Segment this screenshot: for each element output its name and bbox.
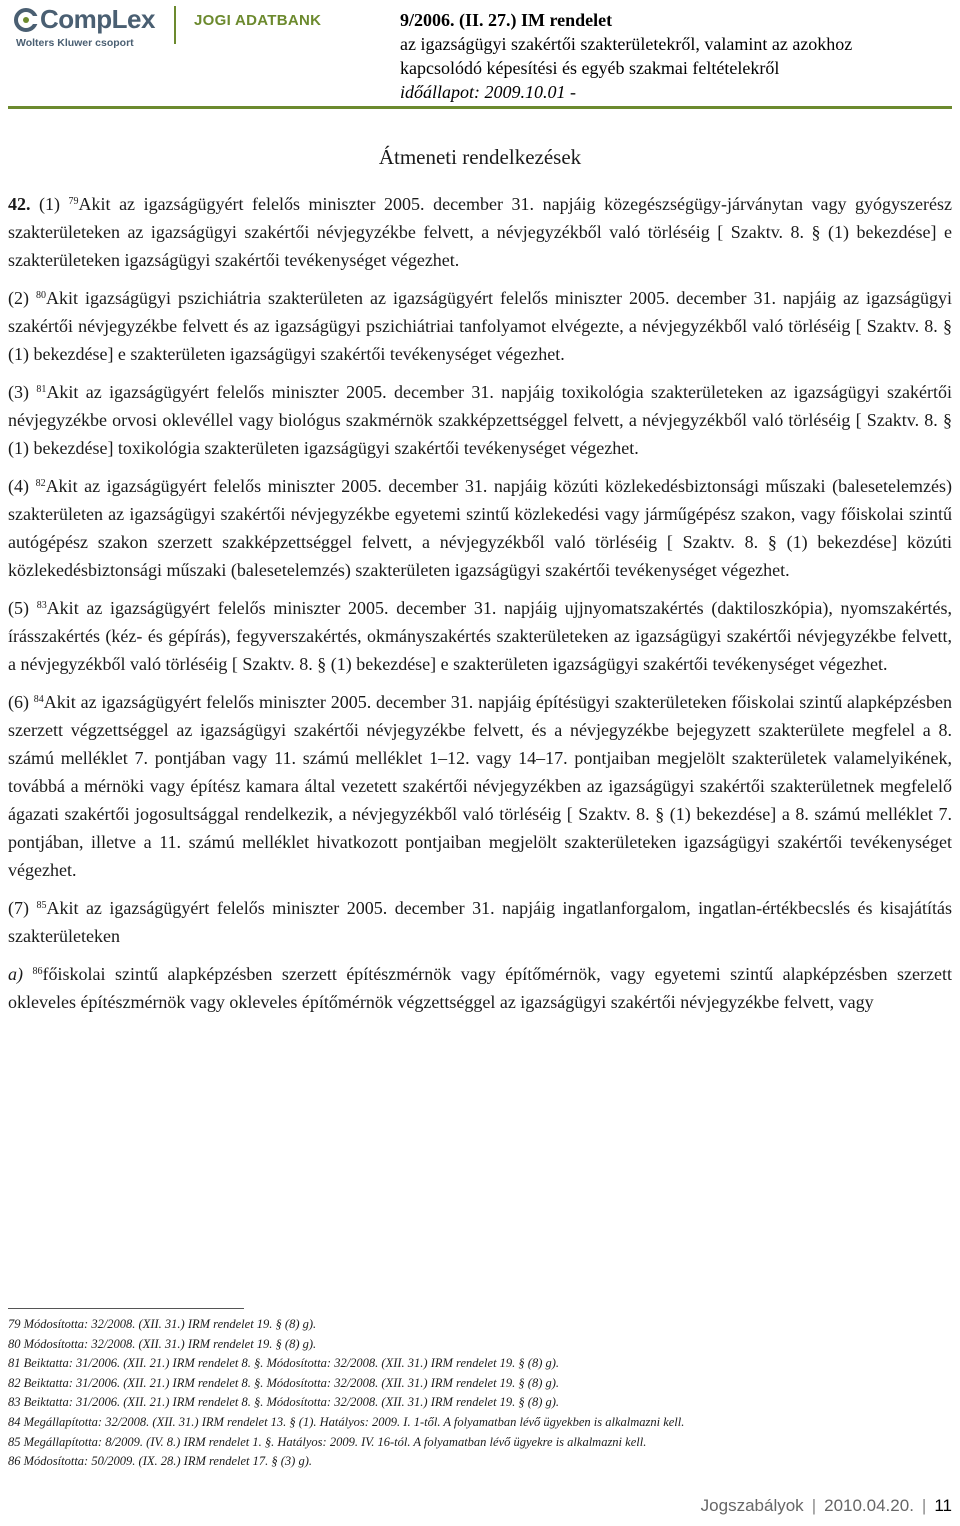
paragraph-number: (7) (8, 898, 37, 918)
paragraph-number: a) (8, 964, 33, 984)
paragraph (8, 190, 952, 274)
jogi-adatbank-logo: JOGI ADATBANK (194, 12, 322, 29)
page-header (0, 0, 960, 110)
footnote: 79 Módosította: 32/2008. (XII. 31.) IRM rendelet 19. § (8) g). (8, 1317, 317, 1331)
footer-separator: | (811, 1496, 817, 1515)
complex-logo-mark-icon (14, 8, 38, 32)
complex-logo (8, 4, 168, 48)
effective-date: időállapot: 2009.10.01 - (400, 82, 576, 102)
footnote-reference[interactable]: 85 (36, 900, 47, 911)
paragraph (8, 894, 952, 950)
footnote-rule (8, 1308, 244, 1309)
document-header-info (400, 8, 852, 104)
footnote: 80 Módosította: 32/2008. (XII. 31.) IRM rendelet 19. § (8) g). (8, 1336, 317, 1351)
footnote: 85 Megállapította: 8/2009. (IV. 8.) IRM rendelet 1. §. Hatályos: 2009. IV. 16-tól. A folyamatban lévő ügyekre is alkalmazni kell. (8, 1434, 647, 1449)
paragraph (8, 284, 952, 368)
regulation-number: 9/2006. (II. 27.) IM rendelet (400, 10, 613, 30)
footer-separator: | (921, 1496, 927, 1515)
paragraph-text: Akit az igazságügyért felelős miniszter 2005. december 31. napjáig ingatlanforgalom, ingatlan-értékbecslés és kisajátítás szakterületeken (8, 898, 952, 946)
footnote: 81 Beiktatta: 31/2006. (XII. 21.) IRM rendelet 8. §. Módosította: 32/2008. (XII. 31.) IRM rendelet 19. § (8) g). (8, 1356, 560, 1371)
paragraph-text: Akit az igazságügyért felelős miniszter 2005. december 31. napjáig ujjnyomatszakértés (daktiloszkópia), nyomszakértés, írásszakértés (kéz- és gépírás), fegyverszakértés, okmányszakértés szakterületeken az igazságügyi szakértői névjegyzékbe felvett, a névjegyzékből való törléséig [ Szaktv. 8. § (1) bekezdése] e szakterületen igazságügyi szakértői tevékenységet végezhet. (8, 598, 952, 674)
footer-date: 2010.04.20. (824, 1496, 914, 1515)
paragraph-number: (3) (8, 382, 37, 402)
paragraph-text: Akit az igazságügyért felelős miniszter 2005. december 31. napjáig közegészségügy-járványtan vagy gyógyszerész szakterületeken az igazságügyi szakértői névjegyzékbe felvett, a névjegyzékből való törléséig [ Szaktv. 8. § (1) bekezdése] e szakterületeken igazságügyi szakértői tevékenységet végezhet. (8, 194, 952, 270)
paragraph (8, 960, 952, 1016)
footnote-reference[interactable]: 83 (36, 600, 47, 611)
footnote-reference[interactable]: 80 (36, 290, 47, 301)
paragraph (8, 472, 952, 584)
footnote: 83 Beiktatta: 31/2006. (XII. 21.) IRM rendelet 8. §. Módosította: 32/2008. (XII. 31.) IRM rendelet 19. § (8) g). (8, 1395, 560, 1410)
regulation-title-line-1: az igazságügyi szakértői szakterületekről, valamint az azokhoz (400, 34, 853, 54)
footnote: 86 Módosította: 50/2009. (IX. 28.) IRM rendelet 17. § (3) g). (8, 1454, 312, 1469)
paragraph-number: 42. (1) (8, 194, 69, 214)
page-number: 11 (934, 1496, 952, 1515)
footnote-reference[interactable]: 86 (32, 966, 43, 977)
footer-source: Jogszabályok (700, 1496, 804, 1515)
paragraph-number: (4) (8, 476, 36, 496)
footnote: 82 Beiktatta: 31/2006. (XII. 21.) IRM rendelet 8. §. Módosította: 32/2008. (XII. 31.) IRM rendelet 19. § (8) g). (8, 1375, 560, 1390)
paragraph-text: Akit az igazságügyért felelős miniszter 2005. december 31. napjáig toxikológia szakterületeken az igazságügyi szakértői névjegyzékbe orvosi oklevéllel vagy biológus szakmérnök szakképzettséggel felvett, a névjegyzékből való törléséig [ Szaktv. 8. § (1) bekezdése] toxikológia szakterületen igazságügyi szakértői tevékenységet végezhet. (8, 382, 952, 458)
footnote-reference[interactable]: 84 (33, 694, 44, 705)
complex-logo-subtitle: Wolters Kluwer csoport (16, 37, 134, 49)
paragraph (8, 378, 952, 462)
paragraph (8, 594, 952, 678)
paragraph-text: Akit az igazságügyért felelős miniszter 2005. december 31. napjáig közúti közlekedésbiztonsági műszaki (balesetelemzés) szakterületen az igazságügyi szakértői névjegyzékbe egyetemi szintű közlekedési vagy járműgépész szakon, vagy főiskolai szintű autógépész szakon szerzett szakképzettséggel felvett, a névjegyzékből való törléséig [ Szaktv. 8. § (1) bekezdése] közúti közlekedésbiztonsági műszaki (balesetelemzés) szakterületen igazságügyi szakértői tevékenységet végezhet. (8, 476, 952, 580)
paragraph-list (8, 190, 952, 1016)
paragraph-text: Akit az igazságügyért felelős miniszter 2005. december 31. napjáig építésügyi szakterületeken főiskolai szintű alapképzésben szerzett végzettséggel az igazságügyi szakértői névjegyzékbe felvett, és a névjegyzékbe bejegyzett szakterülete megfelel a 8. számú melléklet 7. pontjában vagy 11. számú melléklet 1–12. vagy 14–17. pontjaiban megjelölt szakterületek valamelyikének, továbbá a mérnöki vagy építész kamara által vezetett szakértői névjegyzékben az igazságügyi szakértői szakterületnek megfelelő ágazati szakértői jogosultsággal rendelkezik, a névjegyzékből való törléséig [ Szaktv. 8. § (1) bekezdése] a 8. számú melléklet 7. pontjában, illetve a 11. számú melléklet hivatkozott pontjaiban megjelölt szakterületeken igazságügyi szakértői tevékenységet végezhet. (8, 692, 952, 880)
paragraph-text: Akit igazságügyi pszichiátria szakterületen az igazságügyért felelős miniszter 2005. december 31. napjáig az igazságügyi szakértői névjegyzékbe felvett és az igazságügyi pszichiátriai tanfolyamot elvégezte, a névjegyzékből való törléséig [ Szaktv. 8. § (1) bekezdése] e szakterületen igazságügyi szakértői tevékenységet végezhet. (8, 288, 952, 364)
regulation-title-line-2: kapcsolódó képesítési és egyéb szakmai feltételekről (400, 58, 780, 78)
footnote: 84 Megállapította: 32/2008. (XII. 31.) IRM rendelet 13. § (1). Hatályos: 2009. I. 1-től. A folyamatban lévő ügyekben is alkalmazni kell. (8, 1414, 685, 1429)
document-body (8, 144, 952, 1026)
header-rule (8, 106, 952, 109)
complex-logo-word: CompLex (40, 4, 155, 34)
paragraph-number: (5) (8, 598, 37, 618)
footnote-reference[interactable]: 79 (68, 196, 79, 207)
paragraph-number: (2) (8, 288, 37, 308)
footnote-list (8, 1315, 952, 1472)
paragraph-text: főiskolai szintű alapképzésben szerzett építészmérnök vagy építőmérnök, vagy egyetemi szintű alapképzésben szerzett okleveles építészmérnök vagy okleveles építőmérnök végzettséggel az igazságügyi szakértői névjegyzékbe felvett, vagy (8, 964, 952, 1012)
page-footer (701, 1496, 952, 1516)
paragraph (8, 688, 952, 884)
section-title: Átmeneti rendelkezések (378, 145, 582, 169)
footnote-reference[interactable]: 81 (36, 384, 47, 395)
paragraph-number: (6) (8, 692, 34, 712)
logo-divider (174, 6, 176, 44)
footnote-reference[interactable]: 82 (35, 478, 46, 489)
